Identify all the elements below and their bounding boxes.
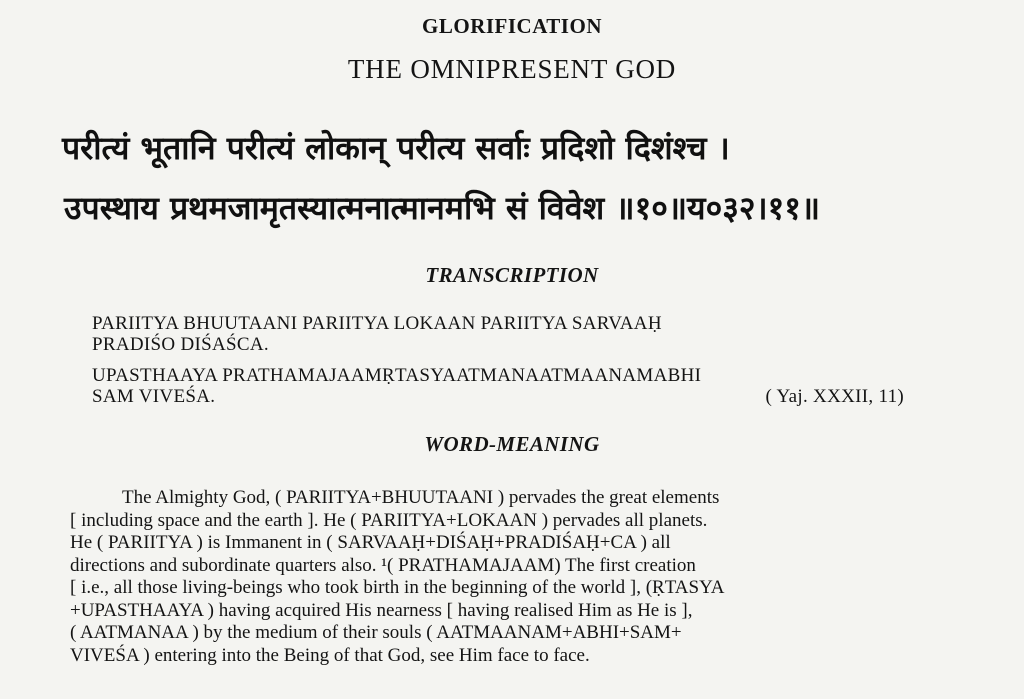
- word-meaning-heading: WORD-MEANING: [424, 432, 600, 456]
- meaning-line: directions and subordinate quarters also. ¹( PRATHAMAJAAM) The first creation: [70, 554, 696, 576]
- verse-reference: ( Yaj. XXXII, 11): [765, 386, 904, 407]
- transcription-block-1: [92, 313, 912, 355]
- meaning-line: [ including space and the earth ]. He ( PARIITYA+LOKAAN ) pervades all planets.: [70, 509, 708, 531]
- transcription-heading: TRANSCRIPTION: [425, 263, 599, 287]
- meaning-line: ( AATMANAA ) by the medium of their souls ( AATMAANAM+ABHI+SAM+: [70, 622, 682, 643]
- meaning-line: +UPASTHAAYA ) having acquired His nearness [ having realised Him as He is ],: [70, 599, 693, 621]
- meaning-line: The Almighty God, ( PARIITYA+BHUUTAANI ) pervades the great elements: [122, 487, 720, 508]
- meaning-line: [ i.e., all those living-beings who took birth in the beginning of the world ], (ṚTASYA: [70, 577, 725, 598]
- meaning-line: VIVEŚA ) entering into the Being of that God, see Him face to face.: [70, 644, 590, 666]
- transcription-line-4-row: [92, 386, 912, 407]
- transcription-line-1: PARIITYA BHUUTAANI PARIITYA LOKAAN PARIITYA SARVAAḤ: [92, 313, 662, 334]
- transcription-line-3: UPASTHAAYA PRATHAMAJAAMṚTASYAATMANAATMAANAMABHI: [92, 365, 702, 386]
- meaning-line: He ( PARIITYA ) is Immanent in ( SARVAAḤ+DIŚAḤ+PRADIŚAḤ+CA ) all: [70, 532, 671, 553]
- page-title: THE OMNIPRESENT GOD: [347, 54, 677, 84]
- mantra-line-1: परीत्यं भूतानि परीत्यं लोकान् परीत्य सर्वाः प्रदिशो दिशंश्च ।: [62, 129, 730, 167]
- section-heading: GLORIFICATION: [422, 14, 602, 38]
- word-meaning-paragraph: [70, 487, 940, 667]
- transcription-line-4: SAM VIVEŚA.: [92, 386, 216, 407]
- transcription-line-2: PRADIŚO DIŚAŚCA.: [92, 334, 269, 355]
- transcription-block-2: [92, 365, 912, 407]
- mantra-line-2: उपस्थाय प्रथमजामृतस्यात्मनात्मानमभि सं विवेश ॥१०॥य०३२।११॥: [64, 189, 821, 227]
